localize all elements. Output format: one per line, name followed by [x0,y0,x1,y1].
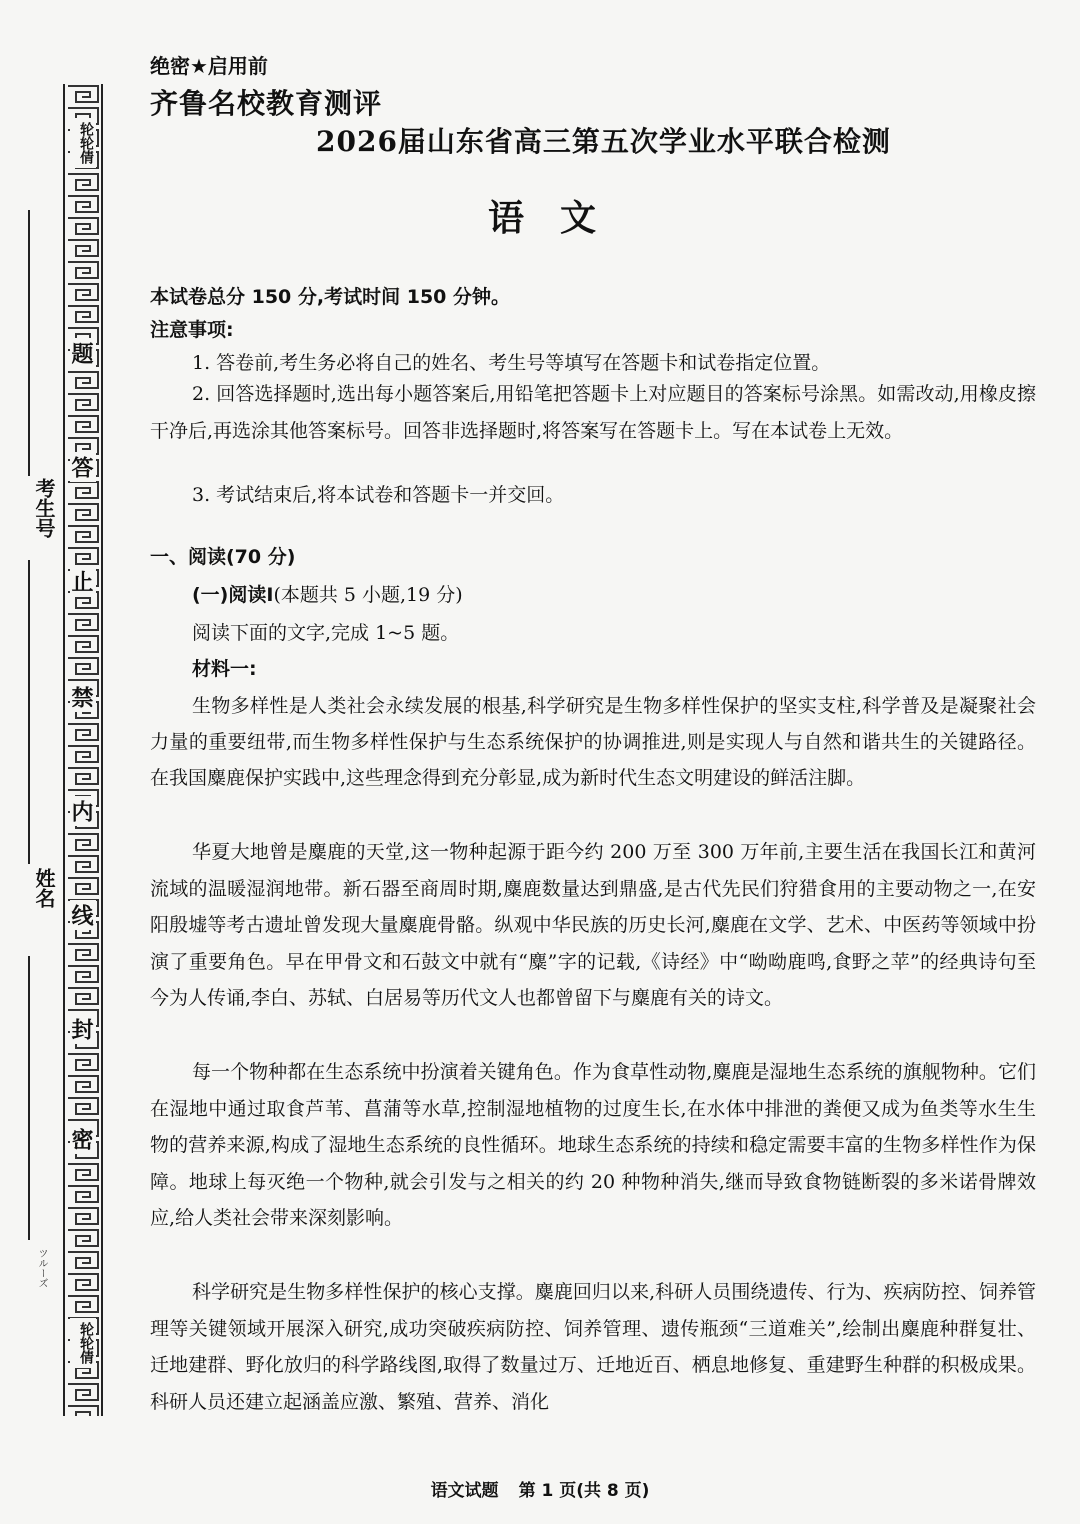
student-id-line[interactable] [28,210,30,476]
extra-line [28,956,30,1240]
footer-label: 语文试题 [430,1481,499,1501]
subject-text: 语文 [487,197,632,239]
handwritten-scribble: ツルーズ [36,1248,47,1288]
sub-section-rest: (本题共 5 小题,19 分) [273,584,463,606]
student-id-label: 考生号 [32,478,56,538]
sub-section-bold: (一)阅读Ⅰ [192,584,274,606]
seal-word-6: 线 [70,900,96,930]
name-label: 姓名 [32,868,56,908]
seal-word-2: 答 [70,452,96,482]
instruction: 阅读下面的文字,完成 1~5 题。 [192,622,460,644]
secret-mark: 绝密★启用前 [150,54,268,78]
brand-title: 齐鲁名校教育测评 [150,87,383,120]
footer-page: 第 1 页(共 8 页) [518,1481,650,1501]
seal-word-7: 封 [70,1014,96,1044]
binding-border [62,84,104,1416]
material-label: 材料一: [192,658,257,680]
name-field [30,868,60,908]
notice-item-3: 3. 考试结束后,将本试卷和答题卡一并交回。 [192,484,565,506]
seal-word-8: 密 [70,1124,96,1154]
exam-title: 2026届山东省高三第五次学业水平联合检测 [316,125,891,158]
subject-title [0,190,1080,241]
section-title: 一、阅读(70 分) [150,546,296,568]
binding-stamp-bottom: 轮轮倩 [70,1318,96,1368]
seal-word-1: 题 [70,338,96,368]
paragraph-3: 每一个物种都在生态系统中扮演着关键角色。作为食草性动物,麋鹿是湿地生态系统的旗舰物种。它们在湿地中通过取食芦苇、菖蒲等水草,控制湿地植物的过度生长,在水体中排泄的粪便又成为鱼类等水生生物的营养来源,构成了湿地生态系统的良性循环。地球生态系统的持续和稳定需要丰富的生物多样性作为保障。地球上每灭绝一个物种,就会引发与之相关的约 20 种物种消失,继而导致食物链断裂的多米诺骨牌效应,给人类社会带来深刻影响。 [150,1061,1036,1229]
sub-section-title [150,578,1036,613]
seal-word-4: 禁 [70,682,96,712]
notice-title: 注意事项: [150,319,234,341]
student-id-field [30,478,60,538]
seal-word-5: 内 [70,796,96,826]
name-line[interactable] [28,560,30,864]
paragraph-4: 科学研究是生物多样性保护的核心支撑。麋鹿回归以来,科研人员围绕遗传、行为、疾病防控、饲养管理等关键领域开展深入研究,成功突破疾病防控、饲养管理、遗传瓶颈“三道难关”,绘制出麋鹿种群复壮、迁地建群、野化放归的科学路线图,取得了数量过万、迁地近百、栖息地修复、重建野生种群的积极成果。科研人员还建立起涵盖应激、繁殖、营养、消化 [150,1281,1036,1413]
binding-stamp-top: 轮轮倩 [70,118,96,168]
paragraph-1: 生物多样性是人类社会永续发展的根基,科学研究是生物多样性保护的坚实支柱,科学普及是凝聚社会力量的重要纽带,而生物多样性保护与生态系统保护的协调推进,则是实现人与自然和谐共生的关键路径。在我国麋鹿保护实践中,这些理念得到充分彰显,成为新时代生态文明建设的鲜活注脚。 [150,695,1036,789]
exam-summary: 本试卷总分 150 分,考试时间 150 分钟。 [150,286,510,308]
fret-pattern [62,84,104,1416]
page-footer [0,1476,1080,1501]
paragraph-2: 华夏大地曾是麋鹿的天堂,这一物种起源于距今约 200 万至 300 万年前,主要生活在我国长江和黄河流域的温暖湿润地带。新石器至商周时期,麋鹿数量达到鼎盛,是古代先民们狩猎食用的主要动物之一,在安阳殷墟等考古遗址曾发现大量麋鹿骨骼。纵观中华民族的历史长河,麋鹿在文学、艺术、中医药等领域中扮演了重要角色。早在甲骨文和石鼓文中就有“麋”字的记载,《诗经》中“呦呦鹿鸣,食野之苹”的经典诗句至今为人传诵,李白、苏轼、白居易等历代文人也都曾留下与麋鹿有关的诗文。 [150,841,1036,1009]
seal-word-3: 止 [70,566,96,596]
notice-item-2: 2. 回答选择题时,选出每小题答案后,用铅笔把答题卡上对应题目的答案标号涂黑。如需改动,用橡皮擦干净后,再选涂其他答案标号。回答非选择题时,将答案写在答题卡上。写在本试卷上无效。 [150,383,1036,442]
notice-item-1: 1. 答卷前,考生务必将自己的姓名、考生号等填写在答题卡和试卷指定位置。 [192,352,831,374]
